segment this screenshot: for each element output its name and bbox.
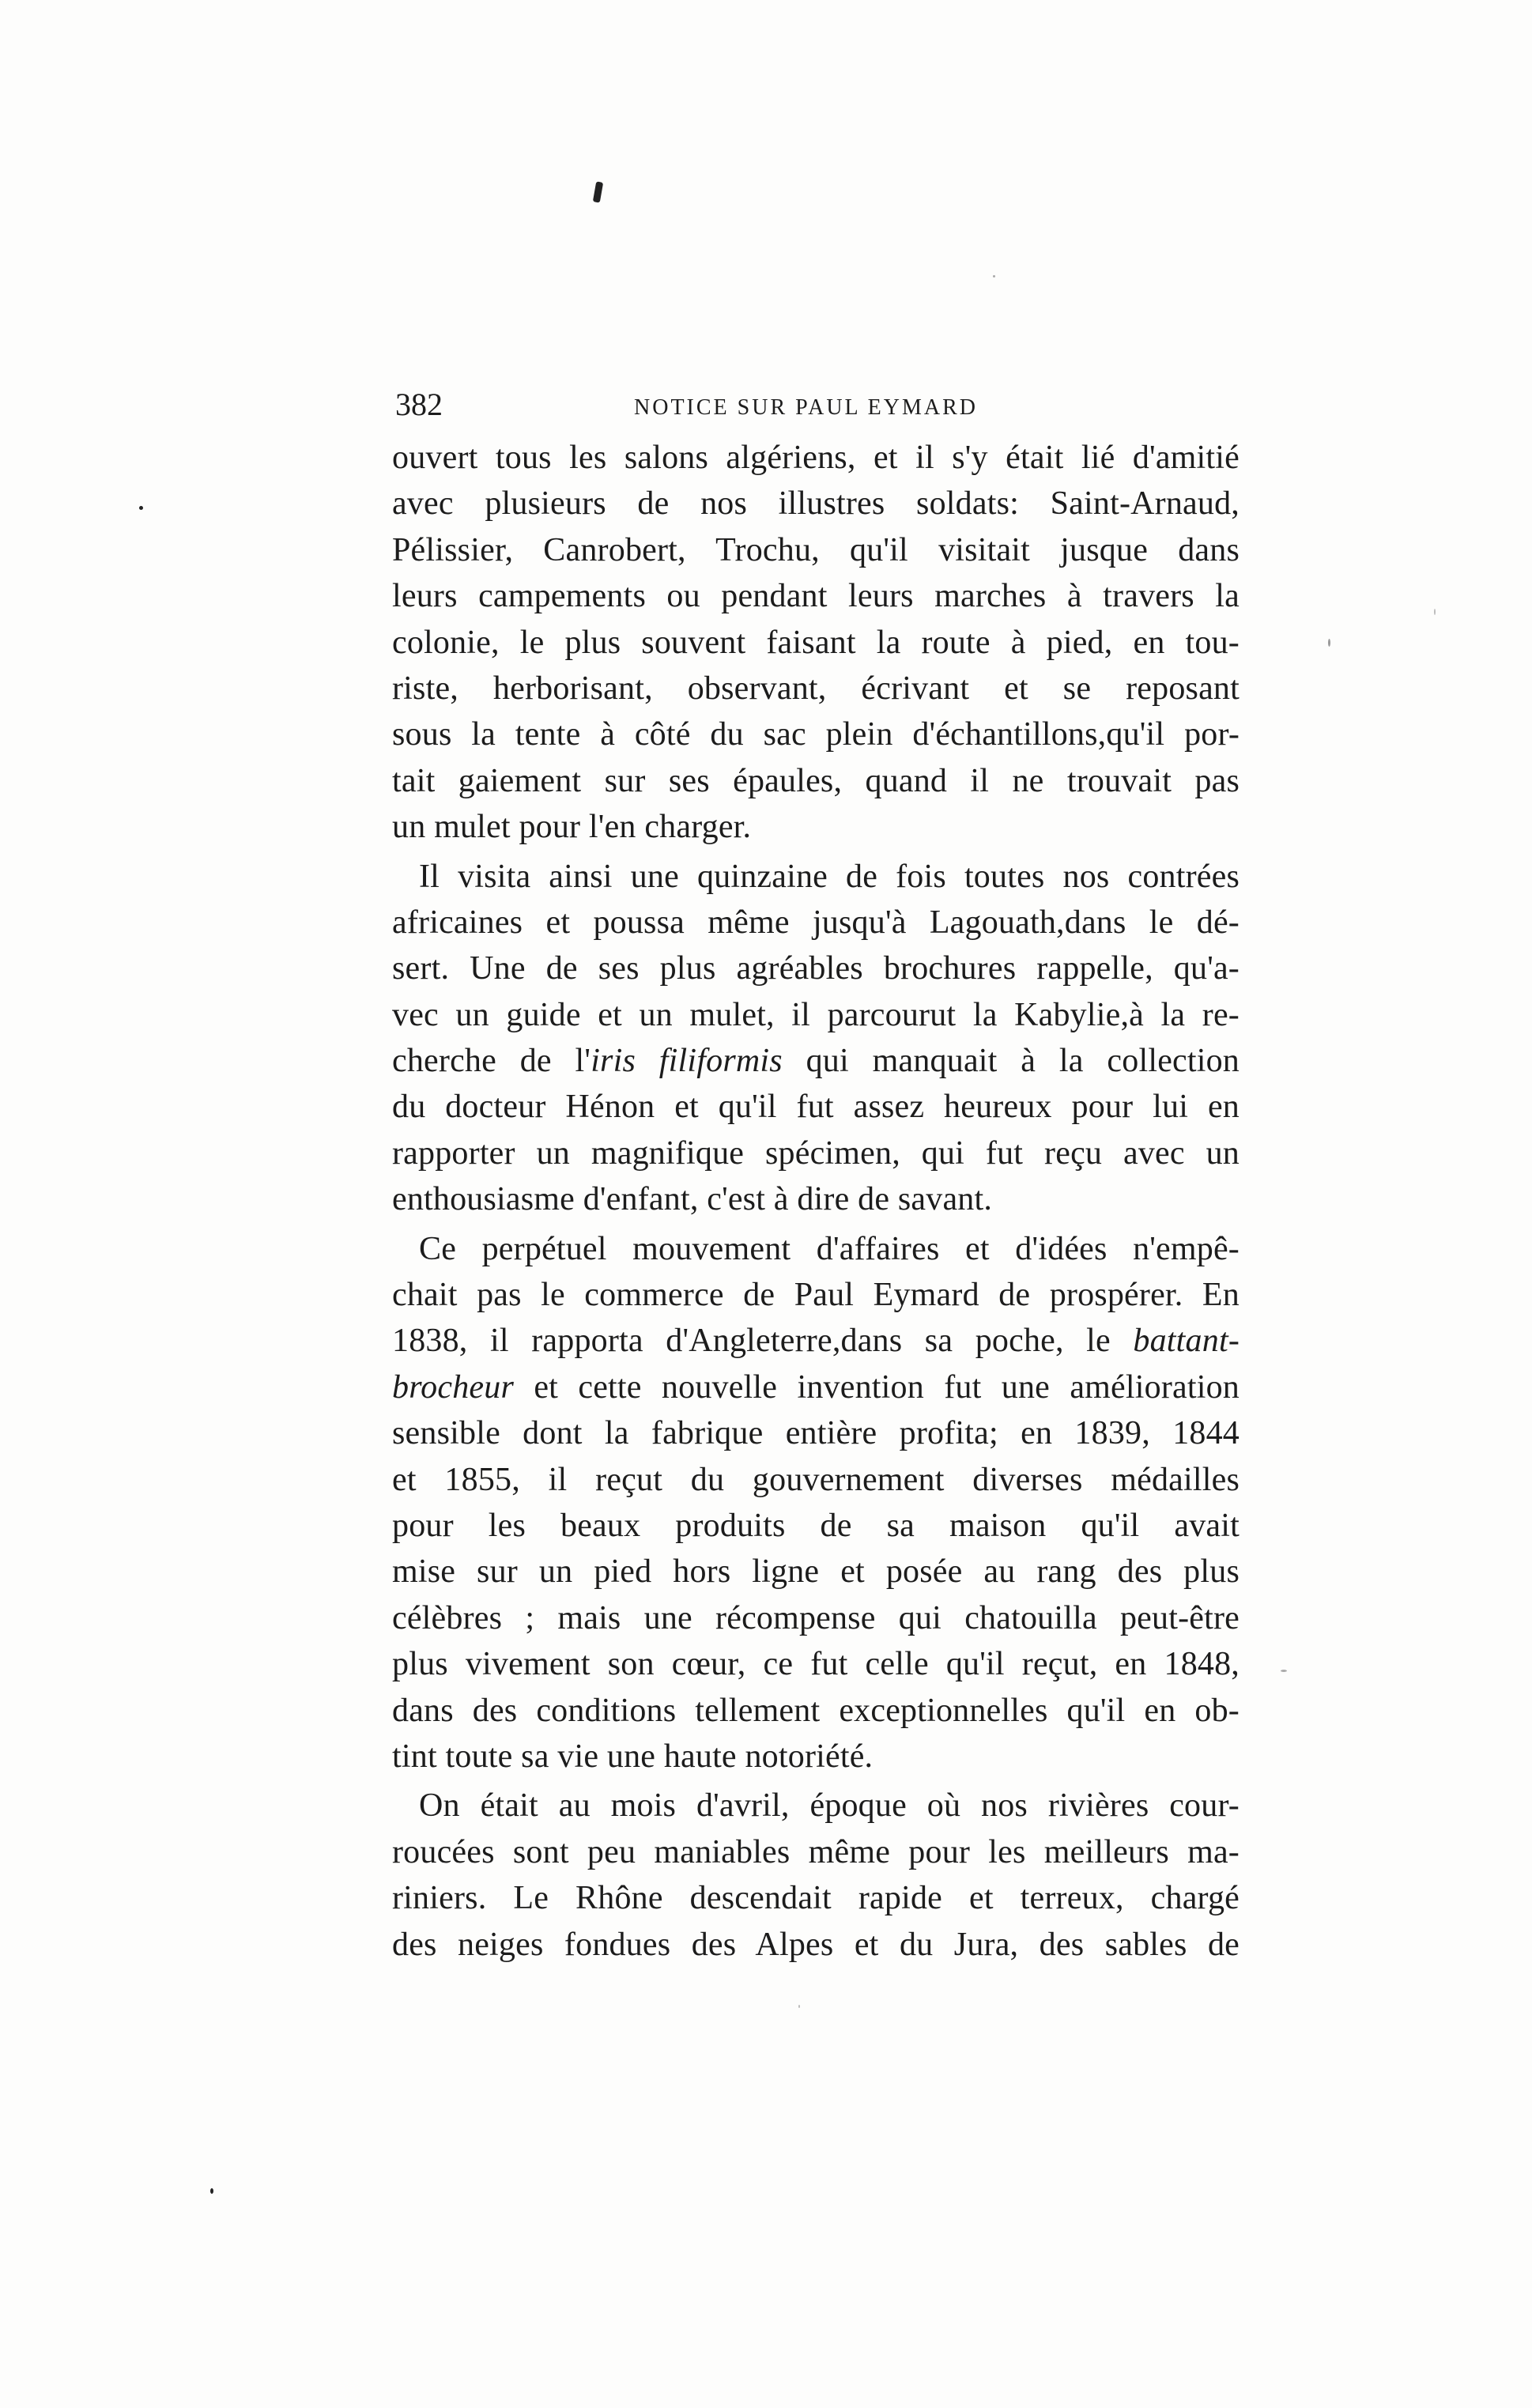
paragraph	[392, 1783, 1240, 1968]
paragraph	[392, 854, 1240, 1223]
scan-speck	[1281, 1670, 1287, 1672]
text-run: qui manquait à la collection	[782, 1043, 1240, 1080]
ink-mark	[593, 181, 603, 202]
text-line: Pélissier, Canrobert, Trochu, qu'il visitait jusque dans	[392, 531, 1240, 568]
text-line: pour les beaux produits de sa maison qu'il avait	[392, 1507, 1240, 1544]
text-line: ouvert tous les salons algériens, et il s'y était lié d'amitié	[392, 440, 1240, 476]
text-line: roucées sont peu maniables même pour les meilleurs ma-	[392, 1833, 1240, 1870]
body-text	[392, 435, 1240, 1968]
text-line: et 1855, il reçut du gouvernement diverses médailles	[392, 1461, 1240, 1498]
scan-speck	[210, 2188, 213, 2194]
scan-speck	[798, 2005, 800, 2008]
text-line	[392, 1364, 1240, 1410]
scan-speck	[139, 506, 143, 510]
text-run: 1838, il rapporta d'Angleterre,dans sa poche, le	[392, 1323, 1134, 1360]
text-run: cherche de l'	[392, 1043, 591, 1080]
italic-term: iris filiformis	[591, 1043, 783, 1080]
text-line: Il visita ainsi une quinzaine de fois toutes nos contrées	[419, 858, 1240, 895]
italic-term: brocheur	[392, 1368, 515, 1406]
text-line: mise sur un pied hors ligne et posée au rang des plus	[392, 1553, 1240, 1591]
text-line	[392, 1318, 1240, 1364]
running-header	[392, 381, 1240, 428]
text-line: avec plusieurs de nos illustres soldats: Saint-Arnaud,	[392, 485, 1240, 523]
text-line: un mulet pour l'en charger.	[392, 809, 752, 846]
text-line: rapporter un magnifique spécimen, qui fut reçu avec un	[392, 1134, 1240, 1172]
text-line: dans des conditions tellement exceptionnelles qu'il en ob-	[392, 1692, 1240, 1729]
text-line: des neiges fondues des Alpes et du Jura, des sables de	[392, 1926, 1240, 1963]
text-line: célèbres ; mais une récompense qui chatouilla peut-être	[392, 1599, 1240, 1636]
text-line: Ce perpétuel mouvement d'affaires et d'idées n'empê-	[419, 1230, 1240, 1267]
text-line: vec un guide et un mulet, il parcourut la Kabylie,à la re-	[392, 996, 1240, 1033]
text-line: leurs campements ou pendant leurs marches à travers la	[392, 578, 1240, 615]
text-line: tint toute sa vie une haute notoriété.	[392, 1738, 874, 1775]
text-line: riste, herborisant, observant, écrivant et se reposant	[392, 670, 1240, 707]
text-line: tait gaiement sur ses épaules, quand il ne trouvait pas	[392, 762, 1240, 799]
text-line: On était au mois d'avril, époque où nos rivières cour-	[419, 1787, 1240, 1825]
text-line: sous la tente à côté du sac plein d'échantillons,qu'il por-	[392, 716, 1240, 753]
text-run: et cette nouvelle invention fut une amélioration	[514, 1368, 1240, 1406]
text-line: sert. Une de ses plus agréables brochures rappelle, qu'a-	[392, 950, 1240, 987]
scan-speck	[993, 275, 995, 277]
paragraph	[392, 435, 1240, 851]
page-number: 382	[395, 387, 443, 422]
paragraph	[392, 1226, 1240, 1780]
running-title: NOTICE SUR PAUL EYMARD	[634, 395, 978, 420]
text-line: colonie, le plus souvent faisant la route à pied, en tou-	[392, 624, 1240, 661]
italic-term: battant-	[1133, 1323, 1240, 1360]
text-line: africaines et poussa même jusqu'à Lagouath,dans le dé-	[392, 904, 1240, 941]
text-line: chait pas le commerce de Paul Eymard de prospérer. En	[392, 1277, 1240, 1314]
text-line: du docteur Hénon et qu'il fut assez heureux pour lui en	[392, 1089, 1240, 1126]
text-line	[392, 1038, 1240, 1084]
text-line: plus vivement son cœur, ce fut celle qu'il reçut, en 1848,	[392, 1646, 1240, 1683]
scan-speck	[1328, 639, 1330, 647]
text-line: riniers. Le Rhône descendait rapide et terreux, chargé	[392, 1880, 1240, 1917]
scan-speck	[1434, 609, 1436, 615]
text-line: enthousiasme d'enfant, c'est à dire de savant.	[392, 1181, 993, 1218]
text-line: sensible dont la fabrique entière profita; en 1839, 1844	[392, 1415, 1240, 1452]
